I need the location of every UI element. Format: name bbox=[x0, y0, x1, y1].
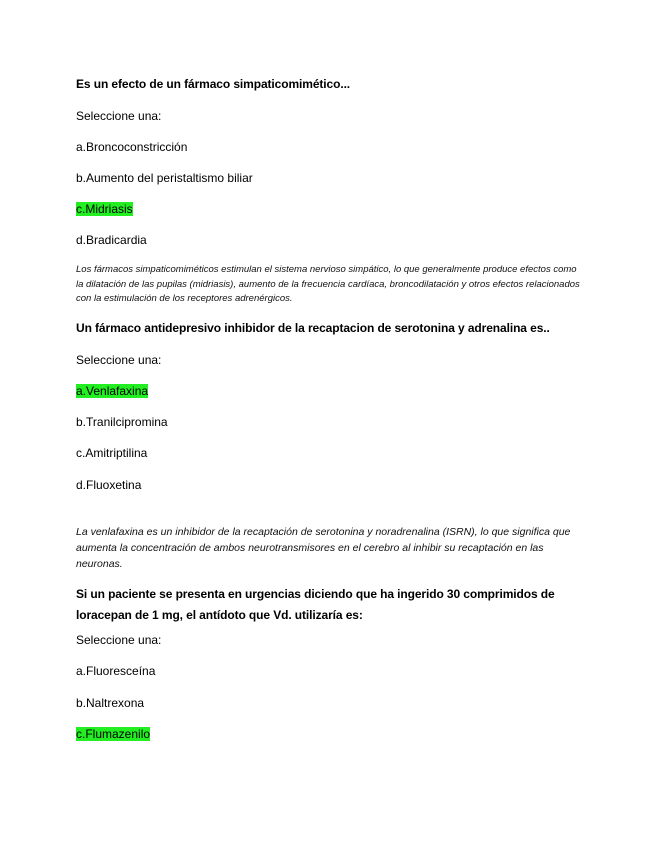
question-2-option-c: c.Amitriptilina bbox=[76, 446, 148, 460]
question-1-explanation: Los fármacos simpaticomiméticos estimulan el sistema nervioso simpático, lo que generalmente produce efectos como la dilatación de las pupilas (midriasis), aumento de la frecuencia cardíaca, broncodilatación y otros efectos relacionados con la estimulación de los receptores adrenérgicos. bbox=[76, 264, 580, 304]
question-2-option-b: b.Tranilcipromina bbox=[76, 415, 168, 429]
question-1-option-d: d.Bradicardia bbox=[76, 233, 147, 247]
question-3-option-c-correct: c.Flumazenilo bbox=[76, 727, 151, 741]
question-2-option-a-correct: a.Venlafaxina bbox=[76, 384, 149, 398]
question-1-option-c-correct: c.Midriasis bbox=[76, 202, 133, 216]
question-3-select-label: Seleccione una: bbox=[76, 633, 162, 647]
question-1-prompt: Es un efecto de un fármaco simpaticomimético... bbox=[76, 77, 351, 91]
question-3-prompt: Si un paciente se presenta en urgencias diciendo que ha ingerido 30 comprimidos de loracepan de 1 mg, el antídoto que Vd. utilizaría es: bbox=[76, 587, 555, 622]
question-1-select-label: Seleccione una: bbox=[76, 109, 162, 123]
question-2-option-d: d.Fluoxetina bbox=[76, 478, 142, 492]
question-3-option-a: a.Fluoresceína bbox=[76, 664, 156, 678]
question-2-explanation: La venlafaxina es un inhibidor de la recaptación de serotonina y noradrenalina (ISRN), lo que significa que aumenta la concentración de ambos neurotransmisores en el cerebro al inhibir su recaptación en las neuronas. bbox=[76, 526, 571, 570]
question-2-prompt: Un fármaco antidepresivo inhibidor de la recaptacion de serotonina y adrenalina es.. bbox=[76, 321, 550, 335]
question-1-option-a: a.Broncoconstricción bbox=[76, 140, 188, 154]
question-1-option-b: b.Aumento del peristaltismo biliar bbox=[76, 171, 253, 185]
question-2-select-label: Seleccione una: bbox=[76, 353, 162, 367]
question-3-option-b: b.Naltrexona bbox=[76, 696, 145, 710]
